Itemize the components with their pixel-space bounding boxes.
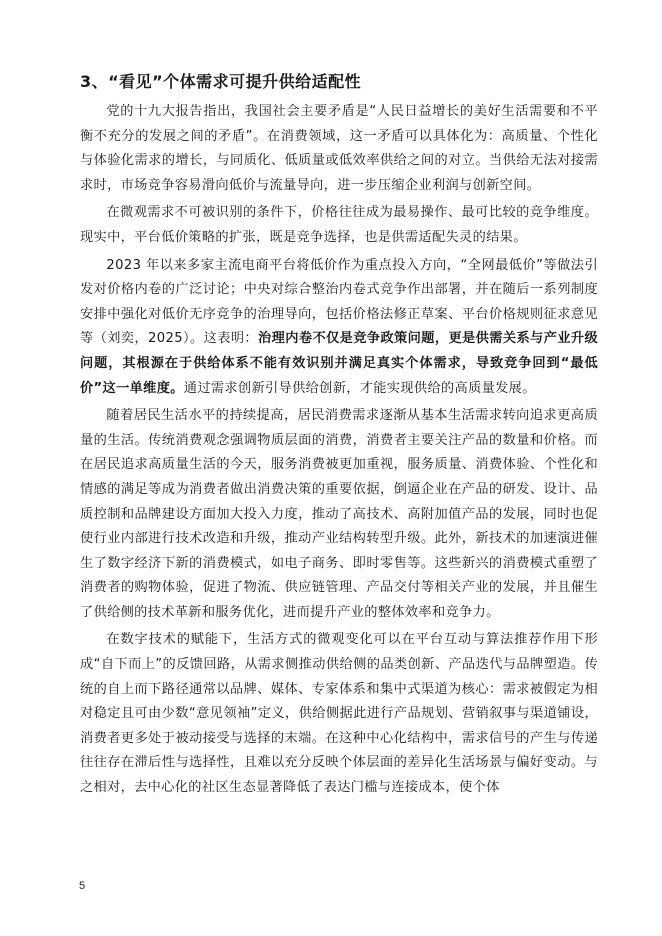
paragraph: 随着居民生活水平的持续提高，居民消费需求逐渐从基本生活需求转向追求更高质量的生活。传统消费观念强调物质层面的消费，消费者主要关注产品的数量和价格。而在居民追求高质量生活的今天，服务消费被更加重视，服务质量、消费体验、个性化和情感的满足等成为消费者做出消费决策的重要依据，倒逼企业在产品的研发、设计、品质控制和品牌建设方面加大投入力度，推动了高技术、高附加值产品的发展，同时也促使行业内部进行技术改造和升级，推动产业结构转型升级。此外，新技术的加速演进催生了数字经济下新的消费模式，如电子商务、即时零售等。这些新兴的消费模式重塑了消费者的购物体验，促进了物流、供应链管理、产品交付等相关产业的发展，并且催生了供给侧的技术革新和服务优化，进而提升产业的整体效率和竞争力。 — [80, 408, 598, 620]
page-number: 5 — [79, 880, 86, 892]
paragraph-text: 通过需求创新引导供给创新，才能实现供给的高质量发展。 — [183, 380, 536, 396]
section-title: 3、“看见”个体需求可提升供给适配性 — [80, 72, 362, 91]
paragraph: 在数字技术的赋能下，生活方式的微观变化可以在平台互动与算法推荐作用下形成“自下而上”的反馈回路，从需求侧推动供给侧的品类创新、产品迭代与品牌塑造。传统的自上而下路径通常以品牌、媒体、专家体系和集中式渠道为核心：需求被假定为相对稳定且可由少数“意见领袖”定义，供给侧据此进行产品规划、营销叙事与渠道铺设，消费者更多处于被动接受与选择的末端。在这种中心化结构中，需求信号的产生与传递往往存在滞后性与选择性，且难以充分反映个体层面的差异化生活场景与偏好变动。与之相对，去中心化的社区生态显著降低了表达门槛与连接成本，使个体 — [80, 632, 598, 796]
paragraph: 党的十九大报告指出，我国社会主要矛盾是“人民日益增长的美好生活需要和不平衡不充分的发展之间的矛盾”。在消费领域，这一矛盾可以具体化为：高质量、个性化与体验化需求的增长，与同质化、低质量或低效率供给之间的对立。当供给无法对接需求时，市场竞争容易滑向低价与流量导向，进一步压缩企业利润与创新空间。 — [80, 104, 598, 193]
paragraph: 在微观需求不可被识别的条件下，价格往往成为最易操作、最可比较的竞争维度。现实中，平台低价策略的扩张，既是竞争选择，也是供需适配失灵的结果。 — [80, 205, 598, 245]
paragraph-text: 2023 年以来多家主流电商平台将低价作为重点投入方向，“全网最低价”等做法引发对价格内卷的广泛讨论；中央对综合整治内卷式竞争作出部署，并在随后一系列制度安排中强化对低价无序竞争的治理导向，包括价格法修正草案、平台价格规则征求意见等（刘奕，2025）。这表明： — [80, 257, 598, 347]
paragraph — [80, 254, 598, 402]
paragraph-bold-text: 治理内卷不仅是竞争政策问题，更是供需关系与产业升级问题，其根源在于供给体系不能有效识别并满足真实个体需求，导致竞争回到“最低价”这一单维度。 — [80, 331, 599, 396]
document-page — [80, 70, 598, 804]
